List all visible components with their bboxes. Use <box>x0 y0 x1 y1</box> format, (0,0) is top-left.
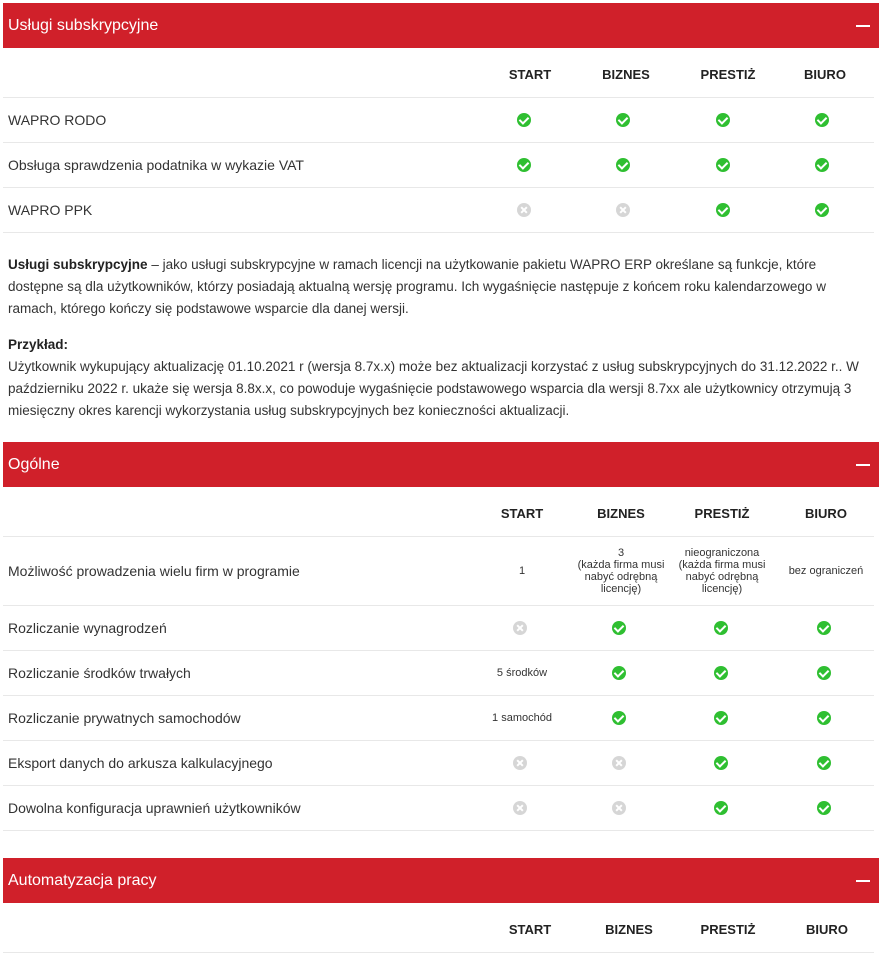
collapse-minus-icon[interactable] <box>856 880 870 882</box>
table-row <box>3 696 874 741</box>
check-icon <box>815 113 829 127</box>
table-row <box>3 741 874 786</box>
column-header-prestiz: PRESTIŻ <box>700 921 756 937</box>
column-header-biznes: BIZNES <box>602 66 650 82</box>
column-header-start: START <box>508 66 552 82</box>
column-header-prestiz: PRESTIŻ <box>694 505 750 521</box>
check-icon <box>616 158 630 172</box>
check-icon <box>815 158 829 172</box>
check-icon <box>815 203 829 217</box>
cross-icon <box>513 756 527 770</box>
info-intro-bold: Usługi subskrypcyjne <box>8 257 148 272</box>
cell-value: 3 (każda firma musi nabyć odrębną licencję) <box>577 547 665 595</box>
check-icon <box>714 621 728 635</box>
row-label: WAPRO PPK <box>8 202 93 218</box>
table-row <box>3 188 874 233</box>
row-label: Eksport danych do arkusza kalkulacyjnego <box>8 755 273 771</box>
check-icon <box>714 756 728 770</box>
cell-value: 1 <box>518 565 526 577</box>
table-row <box>3 606 874 651</box>
row-label: Rozliczanie prywatnych samochodów <box>8 710 241 726</box>
cross-icon <box>513 801 527 815</box>
column-header-biznes: BIZNES <box>605 921 653 937</box>
check-icon <box>817 666 831 680</box>
cell-value: bez ograniczeń <box>788 565 864 577</box>
table-header-row <box>3 52 874 98</box>
table-row <box>3 651 874 696</box>
table-row <box>3 537 874 606</box>
cell-value: nieograniczona (każda firma musi nabyć odrębną licencję) <box>678 547 766 595</box>
column-header-biuro: BIURO <box>805 505 847 521</box>
check-icon <box>714 711 728 725</box>
row-label: Dowolna konfiguracja uprawnień użytkowników <box>8 800 301 816</box>
info-intro-text: – jako usługi subskrypcyjne w ramach licencji na użytkowanie pakietu WAPRO ERP określane są funkcje, które dostępne są dla użytkowników, którzy posiadają aktualną wersję programu. Ich wygaśnięcie następuje z końcem roku kalendarzowego w ramach, którego kończy się podstawowe wsparcie dla danej wersji. <box>8 257 826 316</box>
check-icon <box>612 621 626 635</box>
column-header-prestiz: PRESTIŻ <box>700 66 756 82</box>
cross-icon <box>616 203 630 217</box>
subscription-info-paragraph <box>8 254 874 320</box>
table-header-row <box>3 491 874 537</box>
check-icon <box>817 621 831 635</box>
check-icon <box>714 801 728 815</box>
check-icon <box>817 756 831 770</box>
collapse-minus-icon[interactable] <box>856 464 870 466</box>
example-paragraph <box>8 334 874 422</box>
cross-icon <box>517 203 531 217</box>
check-icon <box>612 711 626 725</box>
row-label: Możliwość prowadzenia wielu firm w programie <box>8 563 300 579</box>
section-title: Automatyzacja pracy <box>8 871 157 889</box>
column-header-start: START <box>508 921 552 937</box>
cell-value: 5 środków <box>496 667 548 679</box>
row-label: Rozliczanie środków trwałych <box>8 665 191 681</box>
check-icon <box>716 158 730 172</box>
row-label: WAPRO RODO <box>8 112 107 128</box>
check-icon <box>517 158 531 172</box>
table-row <box>3 786 874 831</box>
cross-icon <box>612 756 626 770</box>
check-icon <box>714 666 728 680</box>
column-header-biznes: BIZNES <box>597 505 645 521</box>
column-header-biuro: BIURO <box>804 66 846 82</box>
check-icon <box>716 113 730 127</box>
section-title: Ogólne <box>8 455 60 473</box>
column-header-start: START <box>500 505 544 521</box>
cross-icon <box>612 801 626 815</box>
check-icon <box>716 203 730 217</box>
table-header-row <box>3 907 874 953</box>
section-header-automatyzacja-pracy[interactable] <box>3 858 879 903</box>
check-icon <box>616 113 630 127</box>
section-title: Usługi subskrypcyjne <box>8 16 159 34</box>
column-header-biuro: BIURO <box>806 921 848 937</box>
table-row <box>3 143 874 188</box>
example-text: Użytkownik wykupujący aktualizację 01.10.2021 r (wersja 8.7x.x) może bez aktualizacji korzystać z usług subskrypcyjnych do 31.12.2022 r.. W październiku 2022 r. ukaże się wersja 8.8x.x, co powoduje wygaśnięcie podstawowego wsparcia dla wersji 8.7xx ale użytkownicy otrzymują 3 miesięczny okres karencji wykorzystania usług subskrypcyjnych bez konieczności aktualizacji. <box>8 359 859 418</box>
collapse-minus-icon[interactable] <box>856 25 870 27</box>
cell-value: 1 samochód <box>492 712 552 724</box>
check-icon <box>612 666 626 680</box>
row-label: Obsługa sprawdzenia podatnika w wykazie VAT <box>8 157 304 173</box>
example-bold: Przykład: <box>8 337 69 352</box>
cross-icon <box>513 621 527 635</box>
section-header-ogolne[interactable] <box>3 442 879 487</box>
check-icon <box>817 801 831 815</box>
check-icon <box>517 113 531 127</box>
section-header-uslugi-subskrypcyjne[interactable] <box>3 3 879 48</box>
check-icon <box>817 711 831 725</box>
table-row <box>3 98 874 143</box>
row-label: Rozliczanie wynagrodzeń <box>8 620 167 636</box>
